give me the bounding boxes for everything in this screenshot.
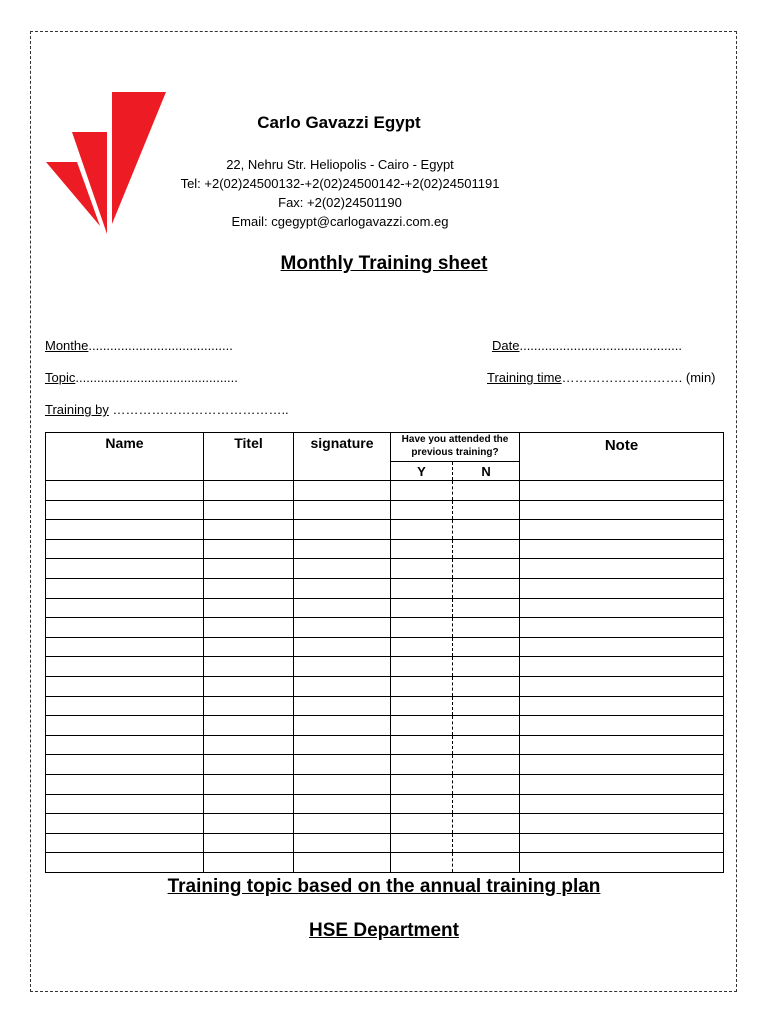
cell-note[interactable] — [520, 853, 724, 873]
training-time-blank: ………………………. — [561, 370, 683, 385]
cell-note[interactable] — [520, 755, 724, 775]
cell-name[interactable] — [46, 500, 204, 520]
cell-name[interactable] — [46, 774, 204, 794]
header-yes: Y — [391, 462, 453, 481]
cell-yes[interactable] — [391, 716, 453, 736]
topic-label: Topic — [45, 370, 76, 385]
cell-signature[interactable] — [294, 676, 391, 696]
cell-title[interactable] — [204, 559, 294, 579]
cell-name[interactable] — [46, 814, 204, 834]
table-row — [46, 559, 724, 579]
cell-name[interactable] — [46, 578, 204, 598]
cell-signature[interactable] — [294, 853, 391, 873]
cell-title[interactable] — [204, 716, 294, 736]
header-name: Name — [46, 433, 204, 481]
date-field[interactable] — [492, 338, 682, 353]
cell-note[interactable] — [520, 618, 724, 638]
cell-signature[interactable] — [294, 755, 391, 775]
cell-yes[interactable] — [391, 755, 453, 775]
cell-note[interactable] — [520, 774, 724, 794]
header-attended-previous: Have you attended the previous training? — [391, 433, 520, 462]
table-row — [46, 716, 724, 736]
cell-note[interactable] — [520, 657, 724, 677]
cell-no[interactable] — [453, 559, 520, 579]
month-field[interactable] — [45, 338, 233, 353]
cell-no[interactable] — [453, 618, 520, 638]
cell-no[interactable] — [453, 735, 520, 755]
cell-no[interactable] — [453, 774, 520, 794]
cell-name[interactable] — [46, 833, 204, 853]
table-row — [46, 481, 724, 501]
cell-yes[interactable] — [391, 578, 453, 598]
cell-name[interactable] — [46, 539, 204, 559]
cell-no[interactable] — [453, 598, 520, 618]
cell-signature[interactable] — [294, 716, 391, 736]
training-time-label: Training time — [487, 370, 562, 385]
cell-yes[interactable] — [391, 676, 453, 696]
cell-no[interactable] — [453, 716, 520, 736]
header-signature: signature — [294, 433, 391, 481]
header-no: N — [453, 462, 520, 481]
cell-note[interactable] — [520, 696, 724, 716]
date-label: Date — [492, 338, 520, 353]
address-line: 22, Nehru Str. Heliopolis - Cairo - Egypt — [226, 157, 454, 172]
cell-yes[interactable] — [391, 794, 453, 814]
cell-title[interactable] — [204, 481, 294, 501]
cell-no[interactable] — [453, 794, 520, 814]
cell-note[interactable] — [520, 578, 724, 598]
cell-note[interactable] — [520, 676, 724, 696]
cell-yes[interactable] — [391, 520, 453, 540]
topic-field[interactable] — [45, 370, 238, 385]
cell-no[interactable] — [453, 676, 520, 696]
cell-name[interactable] — [46, 481, 204, 501]
cell-note[interactable] — [520, 500, 724, 520]
cell-title[interactable] — [204, 598, 294, 618]
cell-note[interactable] — [520, 814, 724, 834]
cell-no[interactable] — [453, 755, 520, 775]
cell-title[interactable] — [204, 500, 294, 520]
cell-name[interactable] — [46, 716, 204, 736]
cell-no[interactable] — [453, 578, 520, 598]
cell-signature[interactable] — [294, 578, 391, 598]
table-row — [46, 853, 724, 873]
table-row — [46, 657, 724, 677]
cell-signature[interactable] — [294, 618, 391, 638]
cell-yes[interactable] — [391, 559, 453, 579]
cell-no[interactable] — [453, 853, 520, 873]
cell-note[interactable] — [520, 598, 724, 618]
cell-title[interactable] — [204, 833, 294, 853]
table-row — [46, 598, 724, 618]
training-time-unit: (min) — [682, 370, 716, 385]
cell-signature[interactable] — [294, 696, 391, 716]
table-row — [46, 814, 724, 834]
table-row — [46, 696, 724, 716]
table-row — [46, 500, 724, 520]
sheet-title: Monthly Training sheet — [280, 253, 488, 274]
cell-no[interactable] — [453, 539, 520, 559]
cell-yes[interactable] — [391, 500, 453, 520]
cell-yes[interactable] — [391, 853, 453, 873]
cell-title[interactable] — [204, 774, 294, 794]
cell-note[interactable] — [520, 637, 724, 657]
cell-yes[interactable] — [391, 539, 453, 559]
cell-title[interactable] — [204, 755, 294, 775]
cell-no[interactable] — [453, 833, 520, 853]
cell-signature[interactable] — [294, 637, 391, 657]
table-row — [46, 774, 724, 794]
attendance-table — [45, 432, 724, 873]
cell-name[interactable] — [46, 657, 204, 677]
cell-signature[interactable] — [294, 774, 391, 794]
cell-no[interactable] — [453, 481, 520, 501]
cell-title[interactable] — [204, 853, 294, 873]
table-row — [46, 676, 724, 696]
cell-name[interactable] — [46, 520, 204, 540]
cell-name[interactable] — [46, 637, 204, 657]
attendance-table-body — [46, 481, 724, 873]
cell-title[interactable] — [204, 657, 294, 677]
cell-signature[interactable] — [294, 539, 391, 559]
cell-name[interactable] — [46, 755, 204, 775]
cell-title[interactable] — [204, 539, 294, 559]
month-blank: ........................................ — [88, 338, 233, 353]
cell-note[interactable] — [520, 735, 724, 755]
month-label: Monthe — [45, 338, 89, 353]
cell-name[interactable] — [46, 676, 204, 696]
cell-title[interactable] — [204, 676, 294, 696]
cell-signature[interactable] — [294, 657, 391, 677]
cell-signature[interactable] — [294, 559, 391, 579]
cell-signature[interactable] — [294, 814, 391, 834]
cell-signature[interactable] — [294, 481, 391, 501]
cell-name[interactable] — [46, 853, 204, 873]
cell-note[interactable] — [520, 559, 724, 579]
cell-yes[interactable] — [391, 833, 453, 853]
cell-yes[interactable] — [391, 774, 453, 794]
company-name: Carlo Gavazzi Egypt — [257, 113, 421, 132]
cell-no[interactable] — [453, 657, 520, 677]
cell-signature[interactable] — [294, 794, 391, 814]
table-row — [46, 539, 724, 559]
cell-yes[interactable] — [391, 618, 453, 638]
cell-yes[interactable] — [391, 481, 453, 501]
table-row — [46, 833, 724, 853]
cell-note[interactable] — [520, 833, 724, 853]
email-line: Email: cgegypt@carlogavazzi.com.eg — [231, 214, 449, 229]
table-row — [46, 735, 724, 755]
training-by-label: Training by — [45, 402, 109, 417]
footer-department: HSE Department — [309, 920, 459, 941]
footer-plan-note: Training topic based on the annual training plan — [167, 876, 601, 897]
cell-title[interactable] — [204, 637, 294, 657]
cell-note[interactable] — [520, 716, 724, 736]
cell-title[interactable] — [204, 735, 294, 755]
cell-no[interactable] — [453, 696, 520, 716]
cell-note[interactable] — [520, 481, 724, 501]
cell-yes[interactable] — [391, 657, 453, 677]
cell-yes[interactable] — [391, 735, 453, 755]
cell-signature[interactable] — [294, 833, 391, 853]
cell-yes[interactable] — [391, 598, 453, 618]
cell-title[interactable] — [204, 814, 294, 834]
cell-title[interactable] — [204, 618, 294, 638]
cell-no[interactable] — [453, 637, 520, 657]
cell-name[interactable] — [46, 618, 204, 638]
table-row — [46, 794, 724, 814]
cell-note[interactable] — [520, 794, 724, 814]
cell-note[interactable] — [520, 520, 724, 540]
cell-signature[interactable] — [294, 735, 391, 755]
cell-signature[interactable] — [294, 520, 391, 540]
phone-line: Tel: +2(02)24500132-+2(02)24500142-+2(02)24501191 — [180, 176, 500, 191]
cell-yes[interactable] — [391, 696, 453, 716]
table-row — [46, 520, 724, 540]
cell-no[interactable] — [453, 814, 520, 834]
fax-line: Fax: +2(02)24501190 — [278, 195, 402, 210]
cell-name[interactable] — [46, 794, 204, 814]
cell-yes[interactable] — [391, 814, 453, 834]
cell-signature[interactable] — [294, 598, 391, 618]
cell-no[interactable] — [453, 500, 520, 520]
date-blank: ............................................. — [519, 338, 683, 353]
cell-title[interactable] — [204, 794, 294, 814]
cell-title[interactable] — [204, 696, 294, 716]
cell-title[interactable] — [204, 520, 294, 540]
topic-blank: ............................................. — [75, 370, 238, 385]
cell-name[interactable] — [46, 559, 204, 579]
cell-name[interactable] — [46, 735, 204, 755]
table-row — [46, 637, 724, 657]
cell-signature[interactable] — [294, 500, 391, 520]
table-row — [46, 755, 724, 775]
table-row — [46, 618, 724, 638]
training-by-field[interactable] — [45, 402, 289, 417]
cell-name[interactable] — [46, 598, 204, 618]
cell-no[interactable] — [453, 520, 520, 540]
cell-name[interactable] — [46, 696, 204, 716]
table-row — [46, 578, 724, 598]
training-time-field[interactable] — [487, 370, 716, 385]
training-by-blank: ………………………………….. — [108, 402, 289, 417]
cell-yes[interactable] — [391, 637, 453, 657]
cell-title[interactable] — [204, 578, 294, 598]
header-note: Note — [520, 433, 724, 481]
cell-note[interactable] — [520, 539, 724, 559]
header-title: Titel — [204, 433, 294, 481]
